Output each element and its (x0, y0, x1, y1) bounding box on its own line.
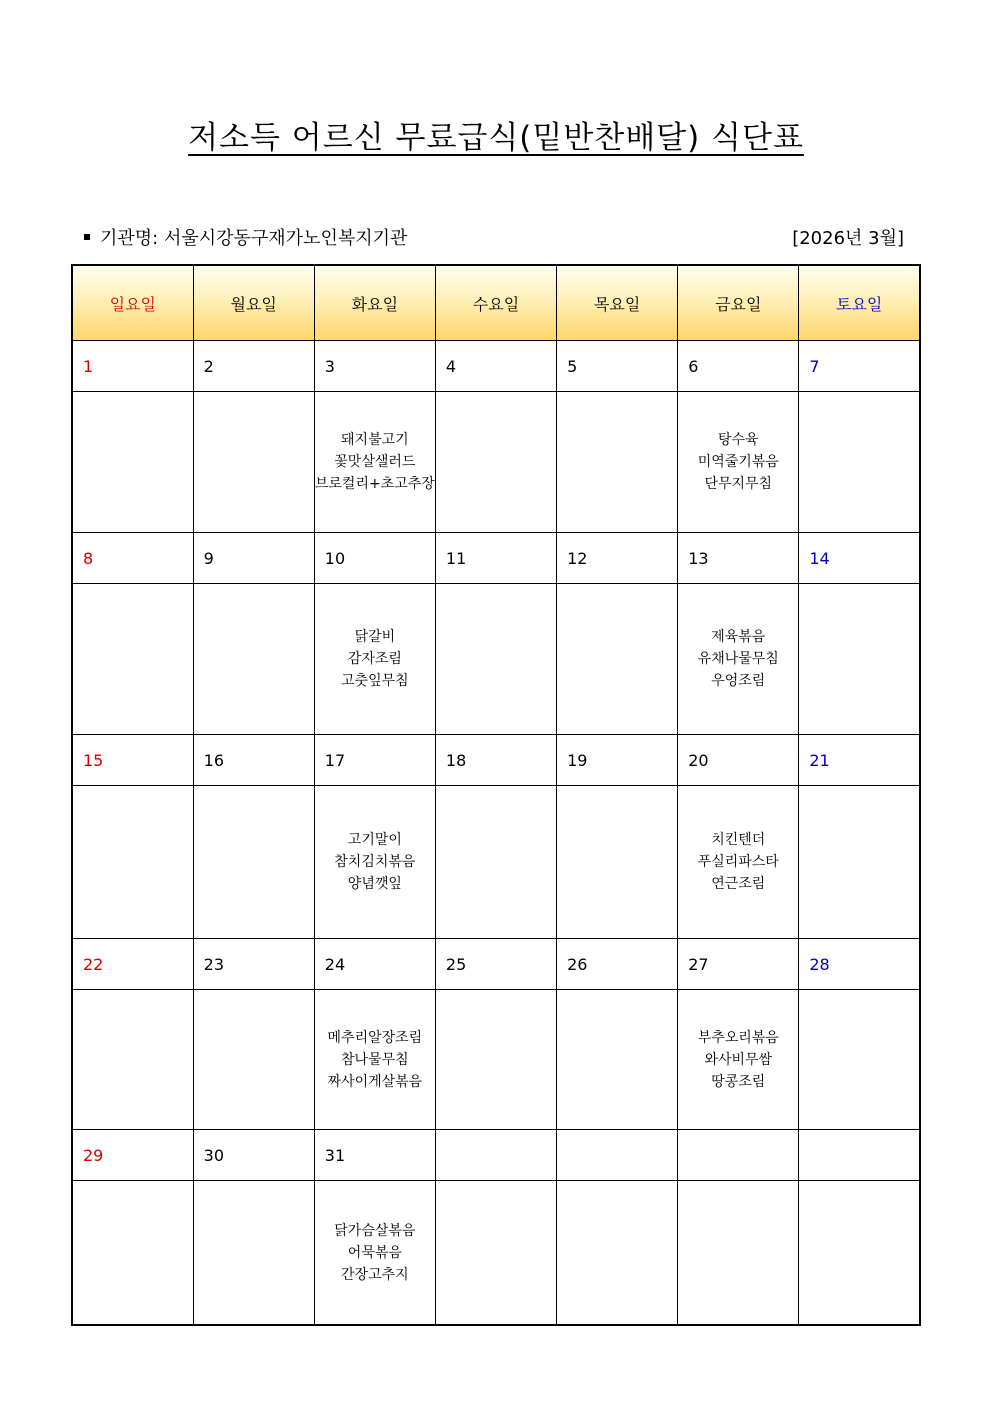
menu-cell (678, 990, 799, 1130)
menu-cell (314, 786, 435, 939)
menu-cell (557, 584, 678, 735)
date-cell (435, 1130, 556, 1181)
menu-item: 부추오리볶음 (697, 1029, 779, 1046)
menu-cell (193, 584, 314, 735)
date-cell: 4 (435, 341, 556, 392)
date-cell: 12 (557, 533, 678, 584)
menu-cell (435, 392, 556, 533)
menu-cell (314, 1181, 435, 1326)
menu-cell (314, 584, 435, 735)
date-cell (557, 1130, 678, 1181)
menu-cell (557, 990, 678, 1130)
page-title (0, 112, 992, 157)
menu-cell (193, 990, 314, 1130)
menu-item: 닭갈비 (354, 629, 396, 645)
menu-cell (799, 786, 920, 939)
date-cell: 18 (435, 735, 556, 786)
date-cell: 31 (314, 1130, 435, 1181)
date-cell: 15 (72, 735, 193, 786)
date-cell: 22 (72, 939, 193, 990)
date-row (72, 735, 920, 786)
date-cell: 8 (72, 533, 193, 584)
menu-row (72, 990, 920, 1130)
menu-item: 탕수육 (717, 432, 759, 448)
menu-item: 닭가슴살볶음 (334, 1222, 416, 1239)
menu-item: 와사비무쌈 (704, 1051, 773, 1068)
menu-item: 간장고추지 (341, 1266, 409, 1283)
date-cell: 2 (193, 341, 314, 392)
date-cell: 30 (193, 1130, 314, 1181)
menu-item: 미역줄기볶음 (697, 454, 779, 470)
menu-cell (314, 392, 435, 533)
menu-cell (678, 584, 799, 735)
date-cell: 16 (193, 735, 314, 786)
menu-item: 단무지무침 (704, 476, 773, 492)
date-cell: 21 (799, 735, 920, 786)
menu-item: 감자조림 (347, 651, 402, 667)
weekday-tuesday: 화요일 (314, 265, 435, 341)
menu-cell (799, 584, 920, 735)
menu-cell (435, 584, 556, 735)
date-cell (678, 1130, 799, 1181)
date-cell (799, 1130, 920, 1181)
menu-item: 꽃맛살샐러드 (334, 454, 416, 470)
menu-item: 어묵볶음 (347, 1244, 402, 1261)
menu-cell (72, 584, 193, 735)
date-cell: 11 (435, 533, 556, 584)
menu-item: 브로컬리+초고추장 (314, 476, 435, 492)
menu-calendar (71, 264, 921, 1326)
date-cell: 6 (678, 341, 799, 392)
menu-cell (435, 990, 556, 1130)
menu-item: 메추리알장조림 (327, 1029, 423, 1046)
date-cell: 5 (557, 341, 678, 392)
menu-cell (193, 392, 314, 533)
menu-item: 참치김치볶음 (334, 854, 416, 870)
menu-cell (799, 990, 920, 1130)
menu-item: 고춧잎무침 (341, 673, 409, 689)
weekday-wednesday: 수요일 (435, 265, 556, 341)
menu-cell (799, 1181, 920, 1326)
date-cell: 29 (72, 1130, 193, 1181)
date-cell: 7 (799, 341, 920, 392)
menu-cell (557, 786, 678, 939)
date-cell: 19 (557, 735, 678, 786)
weekday-monday: 월요일 (193, 265, 314, 341)
weekday-friday: 금요일 (678, 265, 799, 341)
menu-item: 땅콩조림 (711, 1073, 766, 1090)
menu-row (72, 786, 920, 939)
menu-item: 우엉조림 (711, 673, 766, 689)
menu-cell (799, 392, 920, 533)
date-cell: 20 (678, 735, 799, 786)
menu-row (72, 1181, 920, 1326)
menu-cell (72, 1181, 193, 1326)
menu-item: 연근조림 (711, 876, 766, 892)
date-row (72, 533, 920, 584)
date-cell: 25 (435, 939, 556, 990)
menu-cell (72, 990, 193, 1130)
menu-row (72, 392, 920, 533)
menu-cell (678, 1181, 799, 1326)
date-cell: 13 (678, 533, 799, 584)
date-cell: 1 (72, 341, 193, 392)
menu-cell (678, 392, 799, 533)
agency-info (84, 224, 407, 250)
weekday-thursday: 목요일 (557, 265, 678, 341)
menu-item: 짜사이게살볶음 (327, 1073, 423, 1090)
menu-cell (72, 786, 193, 939)
menu-cell (557, 1181, 678, 1326)
date-row (72, 939, 920, 990)
menu-item: 제육볶음 (711, 629, 766, 645)
menu-item: 고기말이 (347, 832, 402, 848)
date-cell: 17 (314, 735, 435, 786)
weekday-saturday: 토요일 (799, 265, 920, 341)
date-cell: 26 (557, 939, 678, 990)
menu-item: 푸실리파스타 (697, 854, 779, 870)
menu-item: 유채나물무침 (697, 651, 779, 667)
date-row (72, 1130, 920, 1181)
date-cell: 28 (799, 939, 920, 990)
date-row (72, 341, 920, 392)
menu-cell (435, 786, 556, 939)
date-cell: 24 (314, 939, 435, 990)
weekday-header-row (72, 265, 920, 341)
menu-item: 돼지불고기 (341, 432, 409, 448)
weekday-sunday: 일요일 (72, 265, 193, 341)
menu-cell (557, 392, 678, 533)
menu-cell (193, 1181, 314, 1326)
date-cell: 27 (678, 939, 799, 990)
page-title-text: 저소득 어르신 무료급식(밑반찬배달) 식단표 (188, 120, 804, 156)
menu-cell (435, 1181, 556, 1326)
date-cell: 23 (193, 939, 314, 990)
date-cell: 9 (193, 533, 314, 584)
menu-item: 치킨텐더 (711, 832, 766, 848)
date-cell: 10 (314, 533, 435, 584)
menu-cell (72, 392, 193, 533)
date-cell: 3 (314, 341, 435, 392)
menu-item: 참나물무침 (341, 1051, 409, 1068)
date-cell: 14 (799, 533, 920, 584)
menu-item: 양념깻잎 (347, 876, 402, 892)
menu-row (72, 584, 920, 735)
menu-cell (678, 786, 799, 939)
menu-cell (314, 990, 435, 1130)
agency-name: 기관명: 서울시강동구재가노인복지기관 (100, 228, 408, 249)
menu-cell (193, 786, 314, 939)
bullet-icon (84, 234, 90, 240)
month-label: [2026년 3월] (792, 228, 904, 249)
